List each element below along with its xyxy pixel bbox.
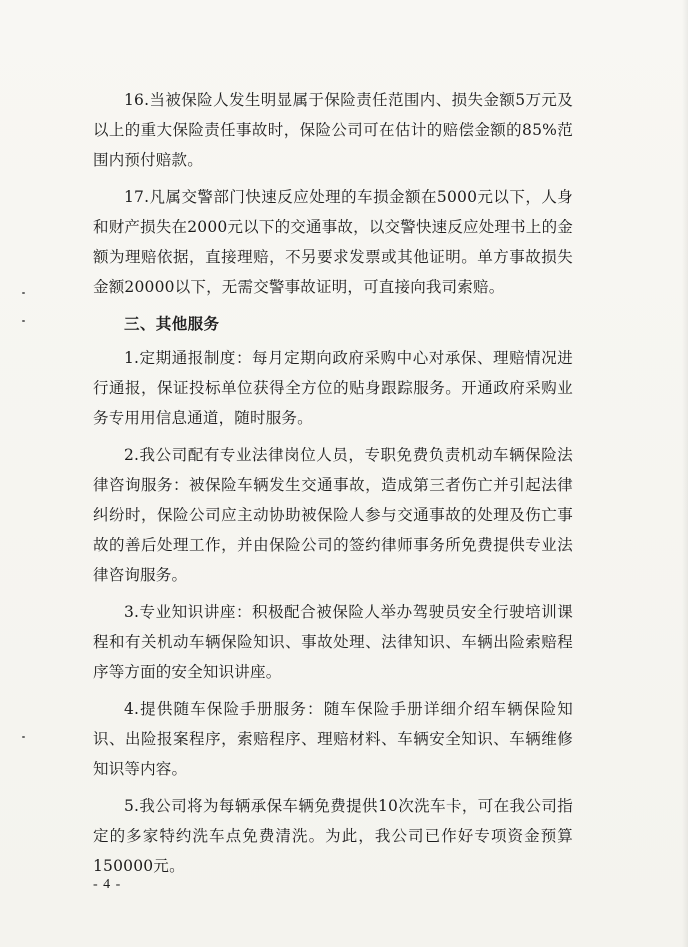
paragraph-17: 17.凡属交警部门快速反应处理的车损金额在5000元以下，人身和财产损失在2000元以下的交通事故，以交警快速反应处理书上的金额为理赔依据，直接理赔，不另要求发票或其他证明。单方事故损失金额20000以下，无需交警事故证明，可直接向我司索赔。 bbox=[93, 188, 573, 296]
document-body bbox=[93, 85, 573, 888]
scan-mark bbox=[22, 292, 25, 294]
paragraph-16: 16.当被保险人发生明显属于保险责任范围内、损失金额5万元及以上的重大保险责任事故时，保险公司可在估计的赔偿金额的85%范围内预付赔款。 bbox=[93, 91, 573, 169]
page-number: - 4 - bbox=[93, 877, 122, 892]
scan-mark bbox=[22, 320, 25, 322]
page-edge-shadow bbox=[682, 0, 688, 947]
service-item-5: 5.我公司将为每辆承保车辆免费提供10次洗车卡，可在我公司指定的多家特约洗车点免费清洗。为此，我公司已作好专项资金预算150000元。 bbox=[93, 797, 573, 875]
service-item-2: 2.我公司配有专业法律岗位人员，专职免费负责机动车辆保险法律咨询服务：被保险车辆发生交通事故，造成第三者伤亡并引起法律纠纷时，保险公司应主动协助被保险人参与交通事故的处理及伤亡事故的善后处理工作，并由保险公司的签约律师事务所免费提供专业法律咨询服务。 bbox=[93, 446, 573, 584]
service-item-3: 3.专业知识讲座：积极配合被保险人举办驾驶员安全行驶培训课程和有关机动车辆保险知识、事故处理、法律知识、车辆出险索赔程序等方面的安全知识讲座。 bbox=[93, 603, 573, 681]
service-item-1: 1.定期通报制度：每月定期向政府采购中心对承保、理赔情况进行通报，保证投标单位获得全方位的贴身跟踪服务。开通政府采购业务专用用信息通道，随时服务。 bbox=[93, 349, 573, 427]
section-heading: 三、其他服务 bbox=[124, 314, 220, 333]
scan-mark bbox=[22, 736, 25, 738]
service-item-4: 4.提供随车保险手册服务：随车保险手册详细介绍车辆保险知识、出险报案程序，索赔程序、理赔材料、车辆安全知识、车辆维修知识等内容。 bbox=[93, 700, 573, 778]
